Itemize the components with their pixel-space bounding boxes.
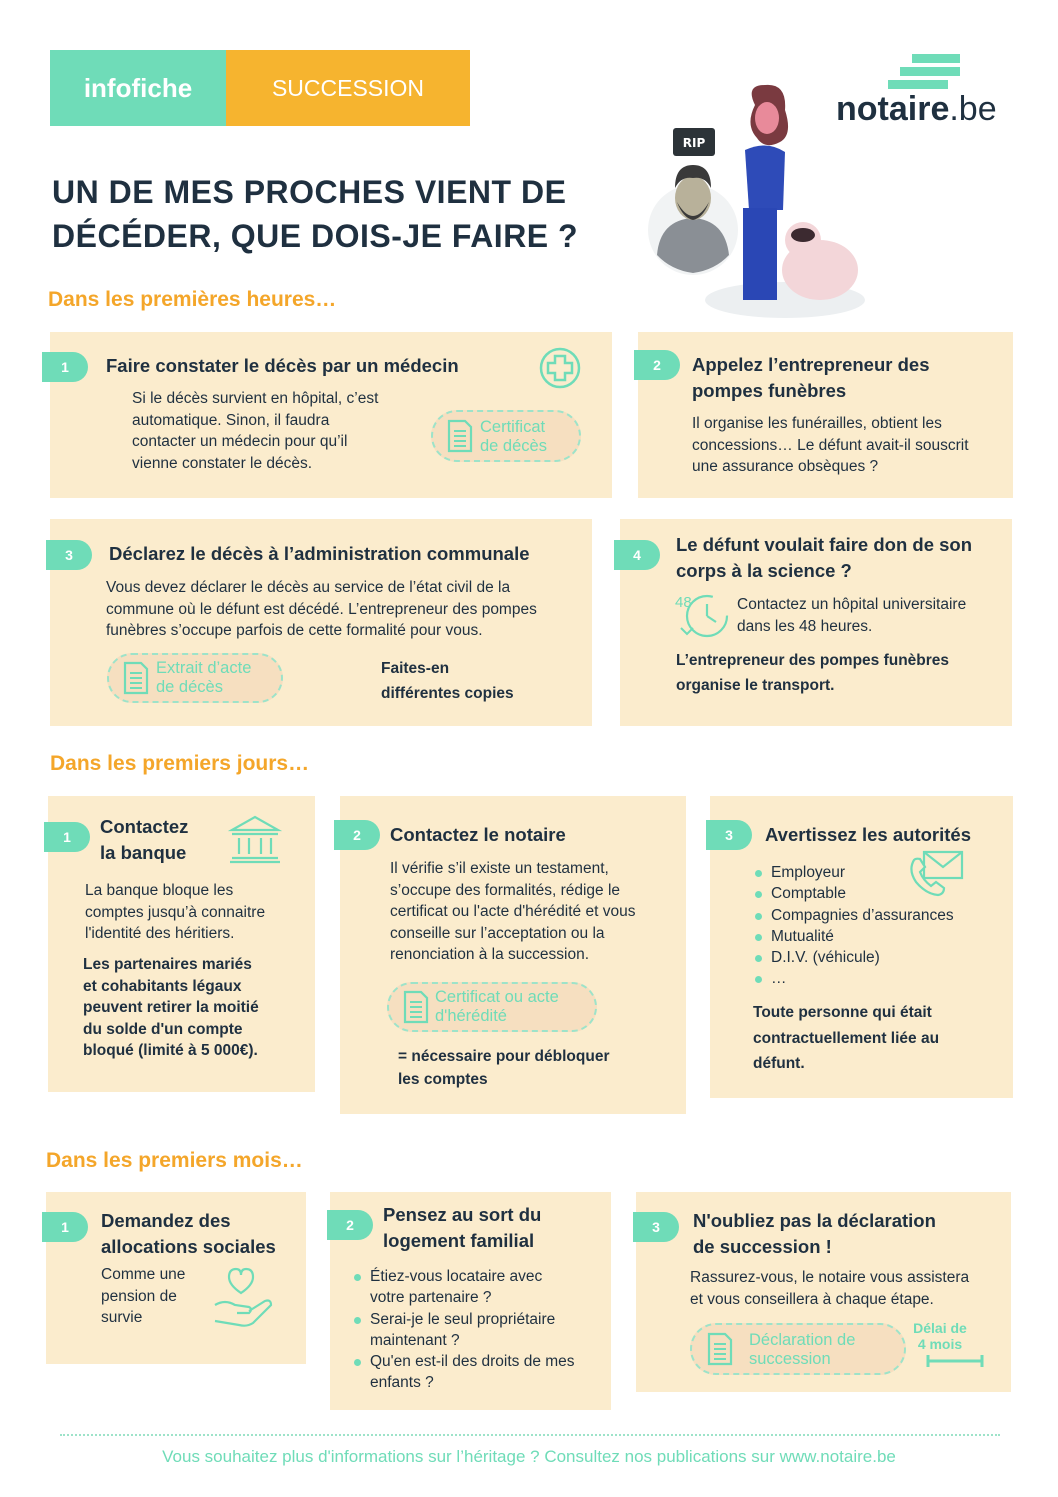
step-number: 4 <box>614 540 660 570</box>
deadline-label: Délai de 4 mois <box>913 1320 967 1352</box>
card-title: Avertissez les autorités <box>765 824 971 845</box>
card-text: Il vérifie s’il existe un testament, s’occupe des formalités, rédige le certificat ou l'acte d'hérédité et vous conseille sur l’acceptation ou la renonciation à la succession. <box>390 860 636 963</box>
list-item: D.I.V. (véhicule) <box>753 947 954 968</box>
step-number: 2 <box>334 820 380 850</box>
list-item: … <box>753 968 954 989</box>
card-text: Comme une pension de survie <box>101 1266 186 1326</box>
authorities-list <box>753 862 954 990</box>
step-number: 1 <box>42 352 88 382</box>
step-number: 1 <box>44 822 90 852</box>
section-title-hours: Dans les premières heures… <box>48 288 337 311</box>
notaire-logo[interactable]: notaire.be <box>836 90 997 128</box>
card-title: Demandez des allocations sociales <box>101 1210 276 1257</box>
card-title: Le défunt voulait faire don de son corps à la science ? <box>676 534 973 581</box>
section-title-days: Dans les premiers jours… <box>50 752 310 775</box>
step-number: 1 <box>42 1212 88 1242</box>
card-note: Les partenaires mariés et cohabitants légaux peuvent retirer la moitié du solde d'un compte bloqué (limité à 5 000€). <box>83 956 259 1059</box>
bank-icon <box>228 814 282 864</box>
pill-label: Déclaration de succession <box>749 1331 856 1368</box>
page-title: UN DE MES PROCHES VIENT DE DÉCÉDER, QUE DOIS-JE FAIRE ? <box>52 174 579 254</box>
section-title-months: Dans les premiers mois… <box>46 1149 303 1172</box>
medical-cross-icon <box>539 347 581 389</box>
card-note: Toute personne qui était contractuellement liée au défunt. <box>753 1004 940 1072</box>
category-tag: SUCCESSION <box>271 75 425 101</box>
infofiche-tag: infofiche <box>83 73 193 103</box>
step-number: 3 <box>46 540 92 570</box>
step-number: 2 <box>634 350 680 380</box>
card-title: Contactez la banque <box>100 816 189 863</box>
card-title: Faire constater le décès par un médecin <box>106 355 459 376</box>
deadline-bar-icon <box>926 1354 984 1368</box>
card-text: Il organise les funérailles, obtient les concessions… Le défunt avait-il souscrit une assurance obsèques ? <box>692 415 969 475</box>
clock-48-label: 48 <box>675 594 692 611</box>
card-title: Appelez l’entrepreneur des pompes funèbres <box>692 354 930 401</box>
document-icon <box>707 1332 733 1366</box>
card-title: Pensez au sort du logement familial <box>383 1204 542 1251</box>
card-title: Contactez le notaire <box>390 824 566 845</box>
card-note: = nécessaire pour débloquer les comptes <box>398 1048 610 1088</box>
card-title: Déclarez le décès à l’administration communale <box>109 543 530 564</box>
card-note: Faites-en différentes copies <box>381 660 514 702</box>
clock-48-icon <box>673 590 733 642</box>
list-item: Employeur <box>753 862 954 883</box>
rip-sign-text: RIP <box>682 136 706 150</box>
mourning-illustration <box>645 80 875 325</box>
document-icon <box>447 419 473 453</box>
heart-hand-icon <box>211 1265 277 1333</box>
step-number: 3 <box>706 820 752 850</box>
pill-label: Certificat ou acte d'hérédité <box>435 988 559 1025</box>
step-number: 3 <box>633 1212 679 1242</box>
document-icon <box>403 990 429 1024</box>
pill-label: Certificat de décès <box>480 418 547 455</box>
card-text: Vous devez déclarer le décès au service de l’état civil de la commune où le défunt est décédé. L’entrepreneur des pompes funèbres s’occupe parfois de cette formalité pour vous. <box>106 579 537 639</box>
list-item: Comptable <box>753 883 954 904</box>
list-item: Serai-je le seul propriétaire maintenant ? <box>352 1309 575 1352</box>
card-text: La banque bloque les comptes jusqu’à connaitre l'identité des héritiers. <box>85 882 266 942</box>
document-icon <box>123 661 149 695</box>
step-number: 2 <box>327 1210 373 1240</box>
list-item: Compagnies d’assurances <box>753 905 954 926</box>
card-text: Contactez un hôpital universitaire dans les 48 heures. <box>737 596 967 635</box>
list-item: Étiez-vous locataire avec votre partenaire ? <box>352 1266 575 1309</box>
home-questions-list <box>352 1266 575 1394</box>
card-title: N'oubliez pas la déclaration de succession ! <box>693 1210 936 1257</box>
pill-label: Extrait d’acte de décès <box>156 659 252 696</box>
card-note: L’entrepreneur des pompes funèbres organise le transport. <box>676 652 950 694</box>
list-item: Mutualité <box>753 926 954 947</box>
card-text: Rassurez-vous, le notaire vous assistera et vous conseillera à chaque étape. <box>690 1269 970 1308</box>
card-text: Si le décès survient en hôpital, c’est automatique. Sinon, il faudra contacter un médecin pour qu’il vienne constater le décès. <box>132 390 379 472</box>
list-item: Qu'en est-il des droits de mes enfants ? <box>352 1351 575 1394</box>
footer-text[interactable]: Vous souhaitez plus d'informations sur l’héritage ? Consultez nos publications sur www.notaire.be <box>162 1447 896 1466</box>
footer-divider <box>60 1434 1000 1436</box>
